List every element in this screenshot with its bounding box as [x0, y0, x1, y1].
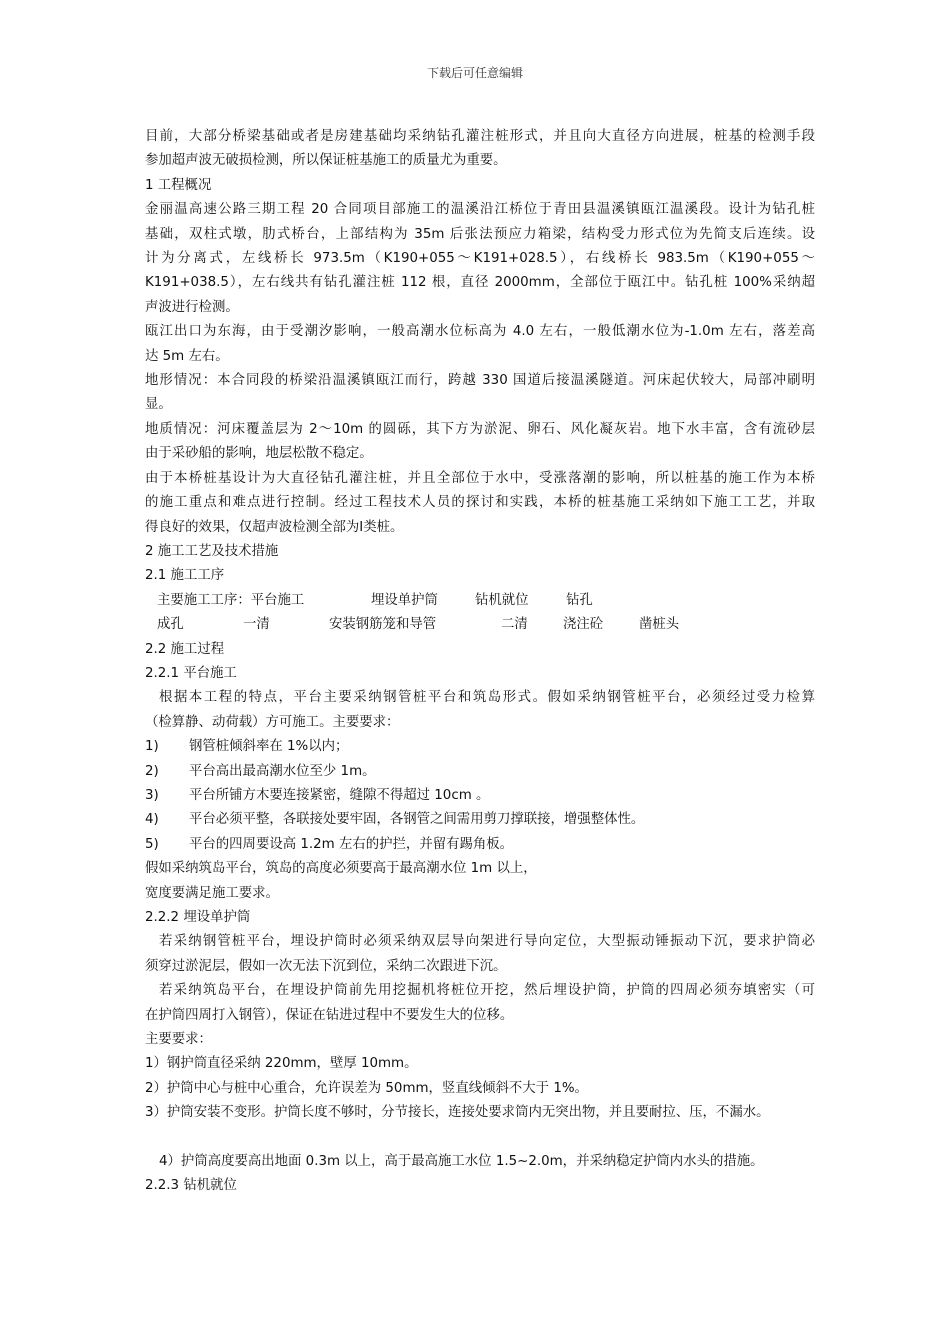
list-item: 1）钢护筒直径采纳 220mm，壁厚 10mm。 — [145, 1056, 418, 1072]
process-step: 埋设单护筒 — [371, 592, 438, 608]
intro-line: 目前，大部分桥梁基础或者是房建基础均采纳钻孔灌注桩形式，并且向大直径方向进展，桩基的检测手段 — [145, 129, 815, 144]
subsection-heading: 2.2 施工过程 — [145, 641, 225, 657]
subsection-heading: 2.1 施工工序 — [145, 568, 225, 584]
paragraph-line: 声波进行检测。 — [145, 299, 239, 315]
paragraph-line: 达 5m 左右。 — [145, 348, 229, 364]
subsection-heading: 2.2.1 平台施工 — [145, 665, 237, 681]
process-sequence-row-1 — [145, 589, 815, 613]
paragraph-line: 得良好的效果，仅超声波检测全部为Ⅰ类桩。 — [145, 519, 404, 535]
paragraph-line: （检算静、动荷载）方可施工。主要要求： — [145, 714, 400, 730]
process-step: 钻机就位 — [475, 592, 529, 608]
paragraph-line: 地形情况：本合同段的桥梁沿温溪镇瓯江而行，跨越 330 国道后接温溪隧道。河床起伏较大，局部冲刷明 — [145, 373, 815, 389]
list-item: 3) 平台所铺方木要连接紧密，缝隙不得超过 10cm 。 — [145, 787, 490, 803]
section-heading: 1 工程概况 — [145, 177, 212, 193]
process-step: 主要施工工序：平台施工 — [157, 592, 305, 608]
paragraph-line: 在护筒四周打入钢管），保证在钻进过程中不要发生大的位移。 — [145, 1007, 514, 1023]
subsection-heading: 2.2.3 钻机就位 — [145, 1178, 237, 1194]
paragraph-line: 根据本工程的特点，平台主要采纳钢管桩平台和筑岛形式。假如采纳钢管桩平台，必须经过受力检算 — [159, 690, 815, 706]
list-item: 4) 平台必须平整，各联接处要牢固，各钢管之间需用剪刀撑联接，增强整体性。 — [145, 812, 645, 828]
paragraph-line: 若采纳钢管桩平台，埋设护筒时必须采纳双层导向架进行导向定位，大型振动锤振动下沉，要求护筒必 — [159, 934, 815, 950]
page-header: 下载后可任意编辑 — [426, 66, 523, 80]
requirements-label: 主要要求： — [145, 1032, 212, 1048]
paragraph-line: 须穿过淤泥层，假如一次无法下沉到位，采纳二次跟进下沉。 — [145, 958, 507, 974]
paragraph-line: 基础，双柱式墩，肋式桥台，上部结构为 35m 后张法预应力箱梁，结构受力形式位为先简支后连续。设 — [145, 226, 815, 242]
list-item: 2) 平台高出最高潮水位至少 1m。 — [145, 763, 376, 779]
paragraph-line: K191+038.5），左右线共有钻孔灌注桩 112 根，直径 2000mm，全部位于瓯江中。钻孔桩 100%采纳超 — [145, 275, 815, 291]
document-body — [145, 125, 815, 1199]
blank-line — [145, 1126, 815, 1150]
process-step: 浇注砼 — [563, 617, 604, 633]
paragraph-line: 地质情况：河床覆盖层为 2～10m 的圆砾，其下方为淤泥、卵石、风化凝灰岩。地下水丰富，含有流砂层 — [145, 421, 815, 437]
process-sequence-row-2 — [145, 613, 815, 637]
intro-line: 参加超声波无破损检测，所以保证桩基施工的质量尤为重要。 — [145, 153, 507, 169]
process-step: 一清 — [243, 617, 270, 633]
paragraph-line: 金丽温高速公路三期工程 20 合同项目部施工的温溪沿江桥位于青田县温溪镇瓯江温溪段。设计为钻孔桩 — [145, 202, 815, 218]
paragraph-line: 瓯江出口为东海，由于受潮汐影响，一般高潮水位标高为 4.0 左右，一般低潮水位为-1.0m 左右，落差高 — [145, 324, 815, 340]
process-step: 安装钢筋笼和导管 — [329, 617, 437, 633]
process-step: 成孔 — [157, 617, 184, 633]
subsection-heading: 2.2.2 埋设单护筒 — [145, 910, 251, 925]
paragraph-line: 宽度要满足施工要求。 — [145, 885, 279, 901]
paragraph-line: 由于本桥桩基设计为大直径钻孔灌注桩，并且全部位于水中，受涨落潮的影响，所以桩基的施工作为本桥 — [145, 470, 815, 486]
paragraph-line: 的施工重点和难点进行控制。经过工程技术人员的探讨和实践，本桥的桩基施工采纳如下施工工艺，并取 — [145, 495, 815, 511]
paragraph-line: 显。 — [145, 397, 172, 413]
process-step: 二清 — [501, 617, 528, 633]
list-item: 4）护筒高度要高出地面 0.3m 以上，高于最高施工水位 1.5~2.0m，并采纳稳定护筒内水头的措施。 — [159, 1154, 764, 1170]
list-item: 5) 平台的四周要设高 1.2m 左右的护拦，并留有踢角板。 — [145, 836, 514, 852]
list-item: 1) 钢管桩倾斜率在 1%以内； — [145, 739, 349, 755]
list-item: 2）护筒中心与桩中心重合，允许误差为 50mm，竖直线倾斜不大于 1%。 — [145, 1080, 588, 1096]
process-step: 钻孔 — [566, 592, 593, 608]
section-heading: 2 施工工艺及技术措施 — [145, 543, 279, 559]
paragraph-line: 若采纳筑岛平台，在埋设护筒前先用挖掘机将桩位开挖，然后埋设护筒，护筒的四周必须夯填密实（可 — [159, 983, 815, 999]
process-step: 凿桩头 — [639, 617, 680, 633]
paragraph-line: 由于采砂船的影响，地层松散不稳定。 — [145, 446, 373, 462]
list-item: 3）护筒安装不变形。护筒长度不够时，分节接长，连接处要求筒内无突出物，并且要耐拉、压，不漏水。 — [145, 1105, 770, 1121]
paragraph-line: 计为分离式，左线桥长 973.5m（K190+055～K191+028.5），右线桥长 983.5m（K190+055～ — [145, 251, 815, 267]
paragraph-line: 假如采纳筑岛平台，筑岛的高度必须要高于最高潮水位 1m 以上， — [145, 861, 537, 877]
